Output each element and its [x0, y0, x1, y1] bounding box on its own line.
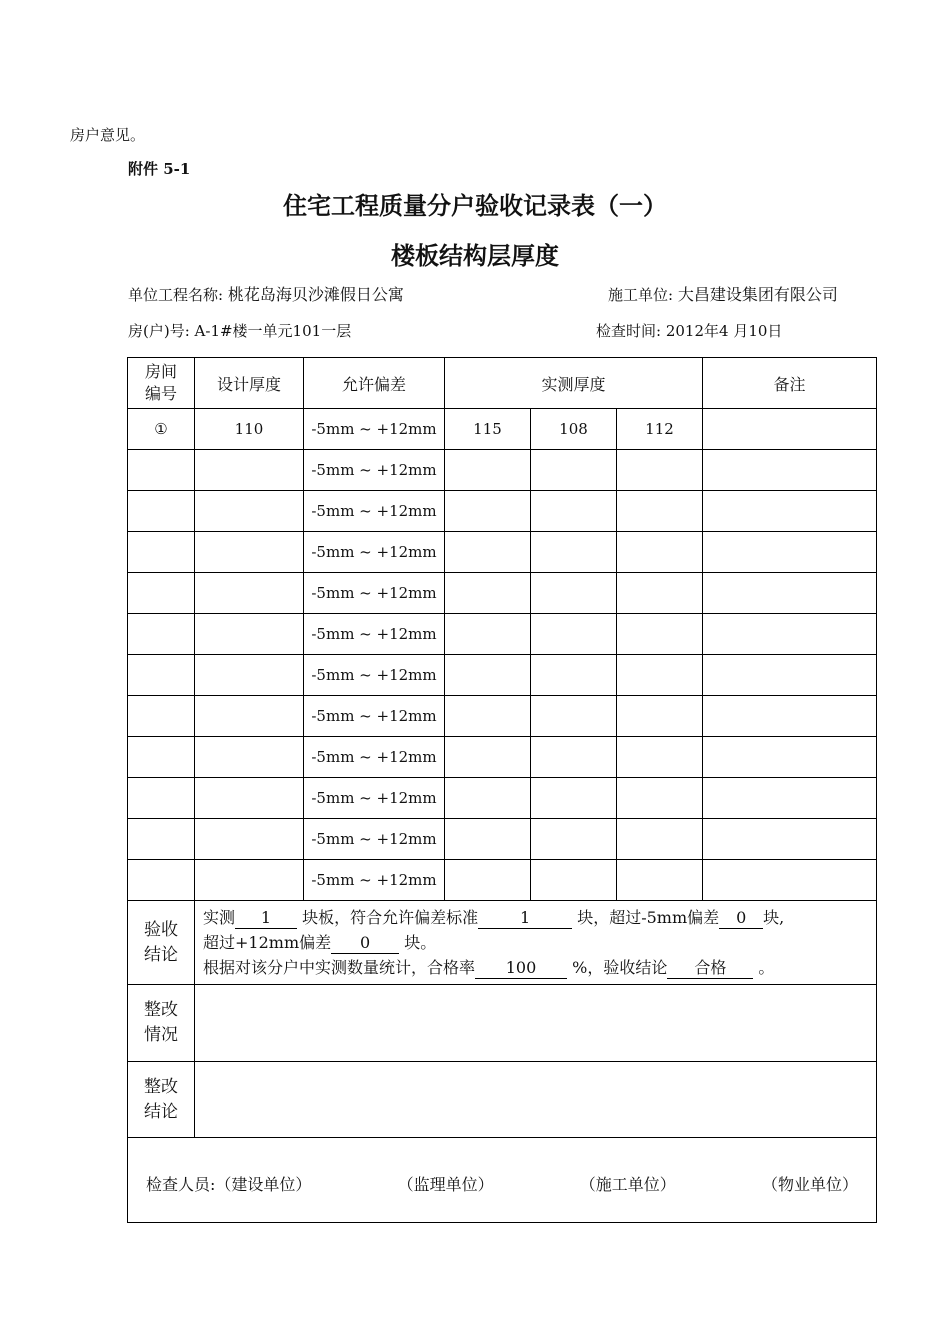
remarks-cell: [703, 655, 877, 696]
contractor-value: 大昌建设集团有限公司: [677, 285, 838, 304]
conclusion-t7: 根据对该分户中实测数量统计，合格率: [203, 958, 476, 977]
table-row: [128, 860, 877, 901]
sig-supervision: （监理单位）: [397, 1174, 494, 1194]
measured-2-cell: [531, 696, 617, 737]
sig-construction-owner: 检查人员:（建设单位）: [146, 1174, 312, 1194]
conclusion-t3: 块，超过-5mm偏差: [577, 908, 720, 927]
measured-3-cell: [617, 737, 703, 778]
inspection-table: [127, 357, 877, 1223]
measured-1-cell: [445, 860, 531, 901]
measured-3-cell: [617, 860, 703, 901]
measured-3-cell: 112: [617, 409, 703, 450]
measured-3-cell: [617, 532, 703, 573]
remarks-cell: [703, 409, 877, 450]
unit-number-field: [128, 320, 351, 341]
table-row: [128, 409, 877, 450]
measured-3-cell: [617, 696, 703, 737]
tolerance-cell: -5mm ~ +12mm: [304, 491, 445, 532]
rectification-row: [128, 985, 877, 1062]
rectification-conclusion-label: [128, 1062, 195, 1138]
room-number-cell: [128, 614, 195, 655]
remarks-cell: [703, 860, 877, 901]
measured-1-cell: [445, 819, 531, 860]
measured-1-cell: [445, 737, 531, 778]
measured-2-cell: [531, 491, 617, 532]
room-number-cell: [128, 573, 195, 614]
remarks-cell: [703, 696, 877, 737]
header-room-line2: 编号: [144, 384, 177, 403]
tolerance-cell: -5mm ~ +12mm: [304, 450, 445, 491]
tolerance-cell: -5mm ~ +12mm: [304, 819, 445, 860]
attachment-number: 附件 5-1: [128, 160, 191, 178]
measured-2-cell: [531, 450, 617, 491]
header-room-line1: 房间: [144, 362, 177, 381]
design-thickness-cell: [195, 655, 304, 696]
design-thickness-cell: 110: [195, 409, 304, 450]
room-number-cell: [128, 450, 195, 491]
measured-3-cell: [617, 491, 703, 532]
design-thickness-cell: [195, 614, 304, 655]
measured-1-cell: [445, 491, 531, 532]
inspection-date-label: 检查时间:: [596, 322, 662, 340]
remarks-cell: [703, 737, 877, 778]
contractor-label: 施工单位:: [608, 286, 674, 304]
remarks-cell: [703, 491, 877, 532]
table-row: [128, 532, 877, 573]
tolerance-cell: -5mm ~ +12mm: [304, 532, 445, 573]
inspection-date-value: 2012年4 月10日: [665, 322, 783, 340]
header-design-thickness: 设计厚度: [195, 358, 304, 409]
tolerance-cell: -5mm ~ +12mm: [304, 860, 445, 901]
tolerance-cell: -5mm ~ +12mm: [304, 655, 445, 696]
conclusion-t8: %，验收结论: [572, 958, 668, 977]
table-row: [128, 450, 877, 491]
measured-2-cell: 108: [531, 409, 617, 450]
measured-1-cell: [445, 778, 531, 819]
tolerance-cell: -5mm ~ +12mm: [304, 778, 445, 819]
design-thickness-cell: [195, 737, 304, 778]
conclusion-label: [128, 901, 195, 985]
tolerance-cell: -5mm ~ +12mm: [304, 696, 445, 737]
conclusion-t4: 块,: [763, 908, 785, 927]
design-thickness-cell: [195, 860, 304, 901]
remarks-cell: [703, 532, 877, 573]
table-row: [128, 737, 877, 778]
acceptance-result-value: 合格: [667, 958, 753, 979]
measured-2-cell: [531, 819, 617, 860]
tolerance-cell: -5mm ~ +12mm: [304, 614, 445, 655]
measured-1-cell: [445, 532, 531, 573]
table-row: [128, 614, 877, 655]
conclusion-t9: 。: [758, 958, 775, 977]
conclusion-t2: 块板，符合允许偏差标准: [302, 908, 479, 927]
conclusion-text: [195, 901, 877, 985]
project-name-field: [128, 282, 404, 305]
sig-contractor: （施工单位）: [579, 1174, 676, 1194]
page-subtitle: 楼板结构层厚度: [391, 241, 559, 270]
unit-number-value: A-1#楼一单元101一层: [194, 322, 352, 340]
room-number-cell: [128, 860, 195, 901]
measured-1-cell: [445, 614, 531, 655]
design-thickness-cell: [195, 450, 304, 491]
tolerance-cell: -5mm ~ +12mm: [304, 737, 445, 778]
project-name-label: 单位工程名称:: [128, 286, 224, 304]
conclusion-t6: 块。: [404, 933, 437, 952]
room-number-cell: [128, 532, 195, 573]
rectification-content: [195, 985, 877, 1062]
sig-property: （物业单位）: [761, 1174, 858, 1194]
measured-2-cell: [531, 532, 617, 573]
measured-2-cell: [531, 655, 617, 696]
measured-3-cell: [617, 819, 703, 860]
project-name-value: 桃花岛海贝沙滩假日公寓: [227, 285, 404, 304]
table-row: [128, 655, 877, 696]
remarks-cell: [703, 573, 877, 614]
measured-3-cell: [617, 778, 703, 819]
over-tolerance-value: 0: [331, 933, 399, 954]
measured-1-cell: [445, 450, 531, 491]
table-row: [128, 778, 877, 819]
measured-blocks-value: 1: [235, 908, 297, 929]
rectification-label: [128, 985, 195, 1062]
measured-3-cell: [617, 573, 703, 614]
pass-rate-value: 100: [475, 958, 567, 979]
design-thickness-cell: [195, 819, 304, 860]
room-number-cell: [128, 655, 195, 696]
compliant-blocks-value: 1: [478, 908, 572, 929]
header-remarks: 备注: [703, 358, 877, 409]
table-row: [128, 573, 877, 614]
measured-2-cell: [531, 573, 617, 614]
measured-2-cell: [531, 614, 617, 655]
measured-1-cell: 115: [445, 409, 531, 450]
preceding-text: 房户意见。: [70, 126, 146, 144]
rectification-conclusion-row: [128, 1062, 877, 1138]
design-thickness-cell: [195, 491, 304, 532]
conclusion-row: [128, 901, 877, 985]
measured-2-cell: [531, 737, 617, 778]
conclusion-label-line1: 验收: [144, 919, 178, 940]
rectification-conclusion-label-line2: 结论: [144, 1101, 178, 1122]
design-thickness-cell: [195, 778, 304, 819]
room-number-cell: [128, 819, 195, 860]
remarks-cell: [703, 819, 877, 860]
design-thickness-cell: [195, 573, 304, 614]
conclusion-t5: 超过+12mm偏差: [203, 933, 332, 952]
conclusion-label-line2: 结论: [144, 944, 178, 965]
conclusion-t1: 实测: [203, 908, 236, 927]
measured-1-cell: [445, 696, 531, 737]
signature-row: [128, 1138, 877, 1223]
design-thickness-cell: [195, 532, 304, 573]
measured-3-cell: [617, 655, 703, 696]
page-title: 住宅工程质量分户验收记录表（一）: [283, 191, 667, 220]
signature-cell: [128, 1138, 877, 1223]
measured-3-cell: [617, 614, 703, 655]
room-number-cell: [128, 778, 195, 819]
contractor-field: [608, 282, 838, 305]
room-number-cell: [128, 491, 195, 532]
remarks-cell: [703, 450, 877, 491]
rectification-conclusion-label-line1: 整改: [144, 1076, 178, 1097]
measured-3-cell: [617, 450, 703, 491]
remarks-cell: [703, 778, 877, 819]
room-number-cell: [128, 696, 195, 737]
header-measured-thickness: 实测厚度: [445, 358, 703, 409]
room-number-cell: [128, 737, 195, 778]
under-tolerance-value: 0: [719, 908, 763, 929]
inspection-date-field: [596, 320, 782, 341]
header-room-number: [128, 358, 195, 409]
tolerance-cell: -5mm ~ +12mm: [304, 409, 445, 450]
unit-number-label: 房(户)号:: [128, 322, 190, 340]
design-thickness-cell: [195, 696, 304, 737]
measured-1-cell: [445, 573, 531, 614]
table-row: [128, 696, 877, 737]
tolerance-cell: -5mm ~ +12mm: [304, 573, 445, 614]
measured-2-cell: [531, 778, 617, 819]
measured-1-cell: [445, 655, 531, 696]
rectification-conclusion-content: [195, 1062, 877, 1138]
room-number-cell: ①: [128, 409, 195, 450]
table-row: [128, 491, 877, 532]
header-row: [128, 358, 877, 409]
table-row: [128, 819, 877, 860]
measured-2-cell: [531, 860, 617, 901]
rectification-label-line2: 情况: [144, 1025, 178, 1045]
remarks-cell: [703, 614, 877, 655]
rectification-label-line1: 整改: [144, 1000, 178, 1020]
header-tolerance: 允许偏差: [304, 358, 445, 409]
